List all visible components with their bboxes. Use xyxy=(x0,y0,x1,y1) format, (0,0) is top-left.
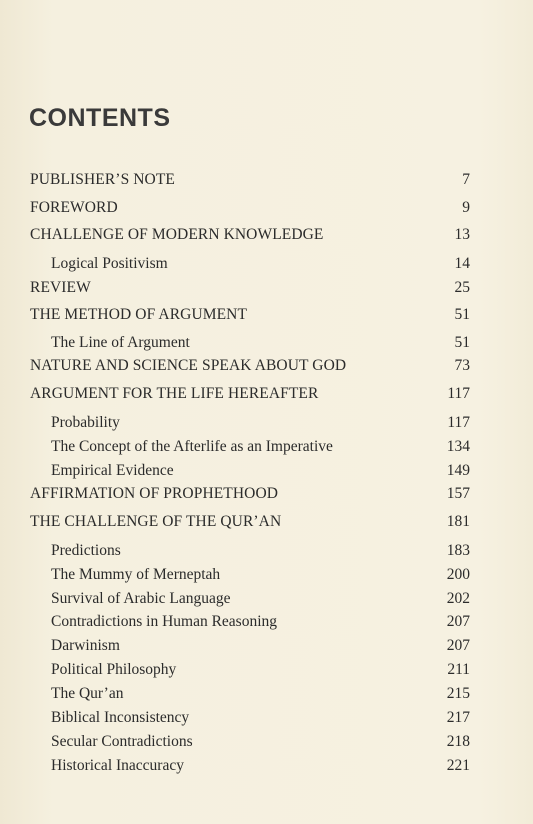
toc-entry-title: Political Philosophy xyxy=(51,661,177,678)
toc-entry xyxy=(0,170,533,190)
toc-entry xyxy=(0,660,533,680)
toc-entry xyxy=(0,484,533,504)
toc-entry-title: REVIEW xyxy=(30,279,91,296)
toc-entry-page: 181 xyxy=(446,513,470,530)
toc-entry-page: 221 xyxy=(446,757,470,774)
toc-entry-page: 202 xyxy=(446,590,470,607)
toc-entry xyxy=(0,333,533,353)
toc-entry-title: Survival of Arabic Language xyxy=(51,590,231,607)
toc-entry xyxy=(0,384,533,404)
toc-entry xyxy=(0,278,533,298)
toc-entry-title: THE CHALLENGE OF THE QUR’AN xyxy=(30,513,282,530)
toc-entry-page: 7 xyxy=(462,171,470,188)
toc-entry-page: 157 xyxy=(446,485,470,502)
toc-entry-title: THE METHOD OF ARGUMENT xyxy=(30,306,248,323)
toc-entry xyxy=(0,461,533,481)
toc-entry-title: AFFIRMATION OF PROPHETHOOD xyxy=(30,485,279,502)
toc-entry-title: Predictions xyxy=(51,542,121,559)
toc-entry-title: The Mummy of Merneptah xyxy=(51,566,221,583)
toc-entry-page: 14 xyxy=(454,255,470,272)
toc-entry-page: 25 xyxy=(454,279,470,296)
toc-entry xyxy=(0,356,533,376)
toc-entry-title: The Qur’an xyxy=(51,685,124,702)
toc-entry-page: 73 xyxy=(454,357,470,374)
toc-entry-title: Biblical Inconsistency xyxy=(51,709,190,726)
toc-entry xyxy=(0,756,533,776)
toc-entry-title: ARGUMENT FOR THE LIFE HEREAFTER xyxy=(30,385,319,402)
toc-entry-page: 51 xyxy=(454,306,470,323)
toc-entry-title: Historical Inaccuracy xyxy=(51,757,184,774)
toc-entry-page: 51 xyxy=(454,334,470,351)
toc-entry xyxy=(0,512,533,532)
toc-entry xyxy=(0,565,533,585)
toc-entry-title: The Line of Argument xyxy=(51,334,190,351)
toc-entry-page: 9 xyxy=(462,199,470,216)
toc-entry-page: 149 xyxy=(446,462,470,479)
toc-entry-title: Logical Positivism xyxy=(51,255,168,272)
toc-entry xyxy=(0,225,533,245)
toc-entry-title: The Concept of the Afterlife as an Imperative xyxy=(51,438,333,455)
toc-entry xyxy=(0,612,533,632)
toc-entry-title: CHALLENGE OF MODERN KNOWLEDGE xyxy=(30,226,324,243)
toc-entry-page: 207 xyxy=(446,637,470,654)
toc-entry-page: 215 xyxy=(446,685,470,702)
toc-entry xyxy=(0,684,533,704)
toc-entry xyxy=(0,413,533,433)
toc-entry-title: Secular Contradictions xyxy=(51,733,193,750)
toc-entry-page: 207 xyxy=(446,613,470,630)
toc-entry-page: 134 xyxy=(446,438,470,455)
toc-entry-title: Empirical Evidence xyxy=(51,462,174,479)
toc-entry-title: Contradictions in Human Reasoning xyxy=(51,613,278,630)
toc-entry-page: 217 xyxy=(446,709,470,726)
toc-entry xyxy=(0,254,533,274)
toc-entry-title: FOREWORD xyxy=(30,199,118,216)
toc-entry-title: NATURE AND SCIENCE SPEAK ABOUT GOD xyxy=(30,357,347,374)
toc-entry-page: 13 xyxy=(454,226,470,243)
toc-entry xyxy=(0,437,533,457)
toc-entry xyxy=(0,589,533,609)
toc-entry-page: 218 xyxy=(446,733,470,750)
toc-entry-page: 183 xyxy=(446,542,470,559)
toc-entry xyxy=(0,305,533,325)
toc-entry-title: Probability xyxy=(51,414,120,431)
toc-entry-title: PUBLISHER’S NOTE xyxy=(30,171,175,188)
contents-heading: CONTENTS xyxy=(29,104,171,132)
toc-entry-page: 211 xyxy=(447,661,470,678)
toc-entry xyxy=(0,198,533,218)
toc-entry-title: Darwinism xyxy=(51,637,120,654)
toc-entry-page: 200 xyxy=(446,566,470,583)
toc-entry xyxy=(0,708,533,728)
toc-entry-page: 117 xyxy=(447,414,470,431)
toc-entry xyxy=(0,636,533,656)
toc-entry xyxy=(0,541,533,561)
toc-entry-page: 117 xyxy=(447,385,470,402)
toc-entry xyxy=(0,732,533,752)
